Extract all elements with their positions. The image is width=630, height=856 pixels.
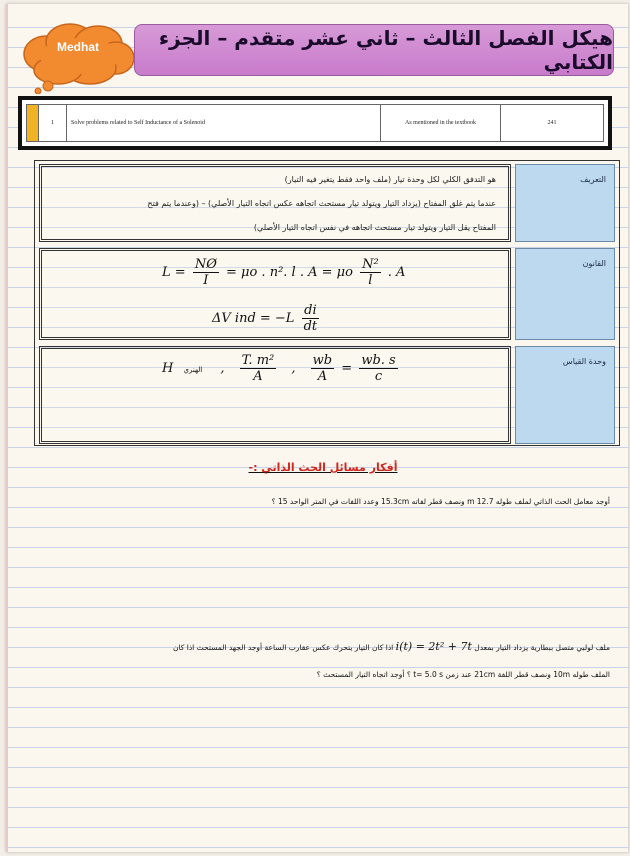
henry-symbol: H	[162, 361, 174, 376]
flux-fraction: $\frac{NØ}{I}$	[194, 257, 217, 288]
definition-label: التعريف	[580, 175, 606, 184]
definition-line-2: عندما يتم غلق المفتاح (يزداد التيار ويتولد تيار مستحث اتجاهه عكس اتجاه التيار الأصلي) – (وعندما يتم فتح	[147, 199, 496, 208]
units-content	[39, 346, 511, 444]
outcome-description: Solve problems related to Self Inductance of a Solenoid	[67, 105, 381, 141]
worksheet-page	[6, 4, 628, 852]
definition-label-cell	[515, 164, 615, 242]
question-2-line-2: الملف طوله 10m ونصف قطر اللفة 21cm عند زمن t= 5.0 s ؟ أوجد اتجاه التيار المستحث ؟	[316, 670, 610, 679]
current-function: i(t) = 2t² + 7t	[395, 640, 472, 653]
question-2-line-1: ملف لولبي متصل ببطارية يزداد التيار بمعدل i(t) = 2t² + 7t اذا كان التيار يتحرك عكس عقارب الساعة أوجد الجهد المستحث اذا كان	[172, 640, 610, 653]
question-1: أوجد معامل الحث الذاتي لملف طوله 12.7 m ونصف قطر لفاته 15.3cm وعدد اللفات في المتر الواحد 15 ؟	[271, 497, 610, 506]
law-label: القانون	[582, 259, 606, 268]
outcome-number: 1	[39, 105, 67, 141]
problems-heading-text: أفكار مسائل الحث الذاتي :-	[248, 461, 398, 474]
units-label-cell	[515, 346, 615, 444]
formula-middle: = μo . n². l . A = μo	[226, 265, 353, 280]
outcome-reference: As mentioned in the textbook	[381, 105, 501, 141]
definition-line-3: المفتاح يقل التيار ويتولد تيار مستحث اتجاهه في نفس اتجاه التيار الأصلي)	[253, 223, 496, 232]
outcome-page: 241	[547, 120, 557, 126]
units-formula: H الهنري , $\frac{\text{T. m²}}{A}$ , $\frac{wb}{A}$ = $\frac{wb. s}{c}$	[162, 353, 396, 384]
current-rate-fraction: $\frac{di}{dt}$	[303, 303, 318, 334]
inductance-formula	[162, 257, 405, 288]
henry-word: الهنري	[183, 366, 203, 374]
emf-lhs: ΔV ind = −L	[212, 311, 295, 326]
definition-row	[35, 161, 619, 245]
unit-tesla-fraction: $\frac{\text{T. m²}}{A}$	[241, 353, 275, 384]
law-label-cell	[515, 248, 615, 340]
outcome-color-stripe	[27, 105, 39, 141]
unit-coulomb-fraction: $\frac{wb. s}{c}$	[361, 353, 396, 384]
definition-line-1: هو التدفق الكلي لكل وحدة تيار (ملف واحد فقط يتغير فيه التيار)	[284, 175, 496, 184]
learning-outcome-row	[18, 96, 612, 150]
law-content	[39, 248, 511, 340]
definition-content	[39, 164, 511, 242]
unit-weber-fraction: $\frac{wb}{A}$	[312, 353, 333, 384]
author-name: Medhat	[57, 40, 99, 54]
induced-emf-formula	[212, 303, 322, 334]
turns-fraction: $\frac{\text{N²}}{l}$	[362, 257, 379, 288]
problems-heading	[8, 456, 630, 475]
formula-lhs: L =	[162, 265, 186, 280]
units-row	[35, 343, 619, 447]
page-title: هيكل الفصل الثالث – ثاني عشر متقدم – الجزء الكتابي	[158, 26, 613, 74]
cloud-shape-icon	[18, 18, 138, 94]
title-banner	[134, 24, 614, 76]
concept-table	[34, 160, 620, 446]
formula-tail: . A	[387, 265, 406, 280]
author-badge	[18, 18, 138, 94]
law-row	[35, 245, 619, 343]
units-label: وحدة القياس	[562, 357, 606, 366]
